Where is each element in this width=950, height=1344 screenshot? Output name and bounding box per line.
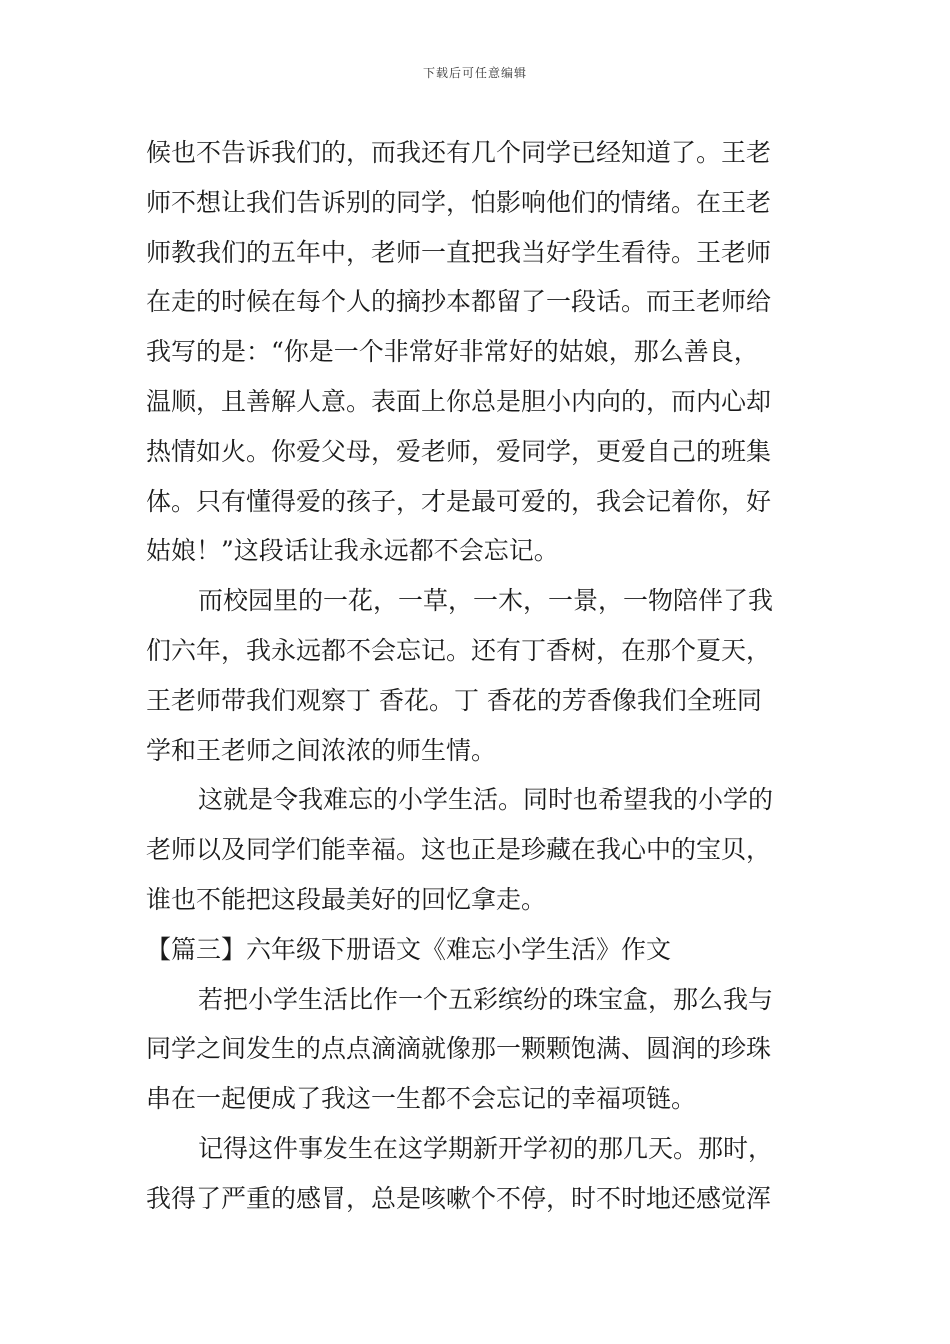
- text-line: 温顺，且善解人意。表面上你总是胆小内向的，而内心却: [146, 386, 772, 416]
- page-header: 下载后可任意编辑: [422, 66, 527, 80]
- text-line: 师教我们的五年中，老师一直把我当好学生看待。王老师: [146, 237, 772, 267]
- text-line: 记得这件事发生在这学期新开学初的那几天。那时，: [198, 1133, 774, 1163]
- text-line: 同学之间发生的点点滴滴就像那一颗颗饱满、圆润的珍珠: [146, 1034, 772, 1064]
- text-line: 们六年，我永远都不会忘记。还有丁香树，在那个夏天，: [146, 635, 772, 665]
- text-line: 体。只有懂得爱的孩子，才是最可爱的，我会记着你，好: [146, 486, 772, 516]
- text-line: 谁也不能把这段最美好的回忆拿走。: [146, 884, 547, 914]
- text-line: 这就是令我难忘的小学生活。同时也希望我的小学的: [198, 785, 774, 815]
- text-line: 候也不告诉我们的，而我还有几个同学已经知道了。王老: [146, 138, 772, 167]
- text-line: 我写的是：“你是一个非常好非常好的姑娘，那么善良，: [146, 337, 759, 367]
- text-line: 在走的时候在每个人的摘抄本都留了一段话。而王老师给: [146, 287, 772, 317]
- text-line: 而校园里的一花，一草，一木，一景，一物陪伴了我: [198, 586, 774, 616]
- text-line: 我得了严重的感冒，总是咳嗽个不停，时不时地还感觉浑: [146, 1183, 772, 1213]
- section-heading: 【篇三】六年级下册语文《难忘小学生活》作文: [146, 934, 672, 964]
- text-line: 若把小学生活比作一个五彩缤纷的珠宝盒，那么我与: [198, 984, 774, 1014]
- document-body: [146, 128, 808, 1224]
- text-line: 热情如火。你爱父母，爱老师，爱同学，更爱自己的班集: [146, 436, 772, 466]
- text-line: 学和王老师之间浓浓的师生情。: [146, 735, 497, 765]
- text-line: 王老师带我们观察丁 香花。丁 香花的芳香像我们全班同: [146, 685, 762, 715]
- text-line: 师不想让我们告诉别的同学，怕影响他们的情绪。在王老: [146, 187, 772, 217]
- text-line: 串在一起便成了我这一生都不会忘记的幸福项链。: [146, 1084, 697, 1114]
- text-line: 姑娘！”这段话让我永远都不会忘记。: [146, 536, 559, 566]
- text-line: 老师以及同学们能幸福。这也正是珍藏在我心中的宝贝，: [146, 835, 772, 865]
